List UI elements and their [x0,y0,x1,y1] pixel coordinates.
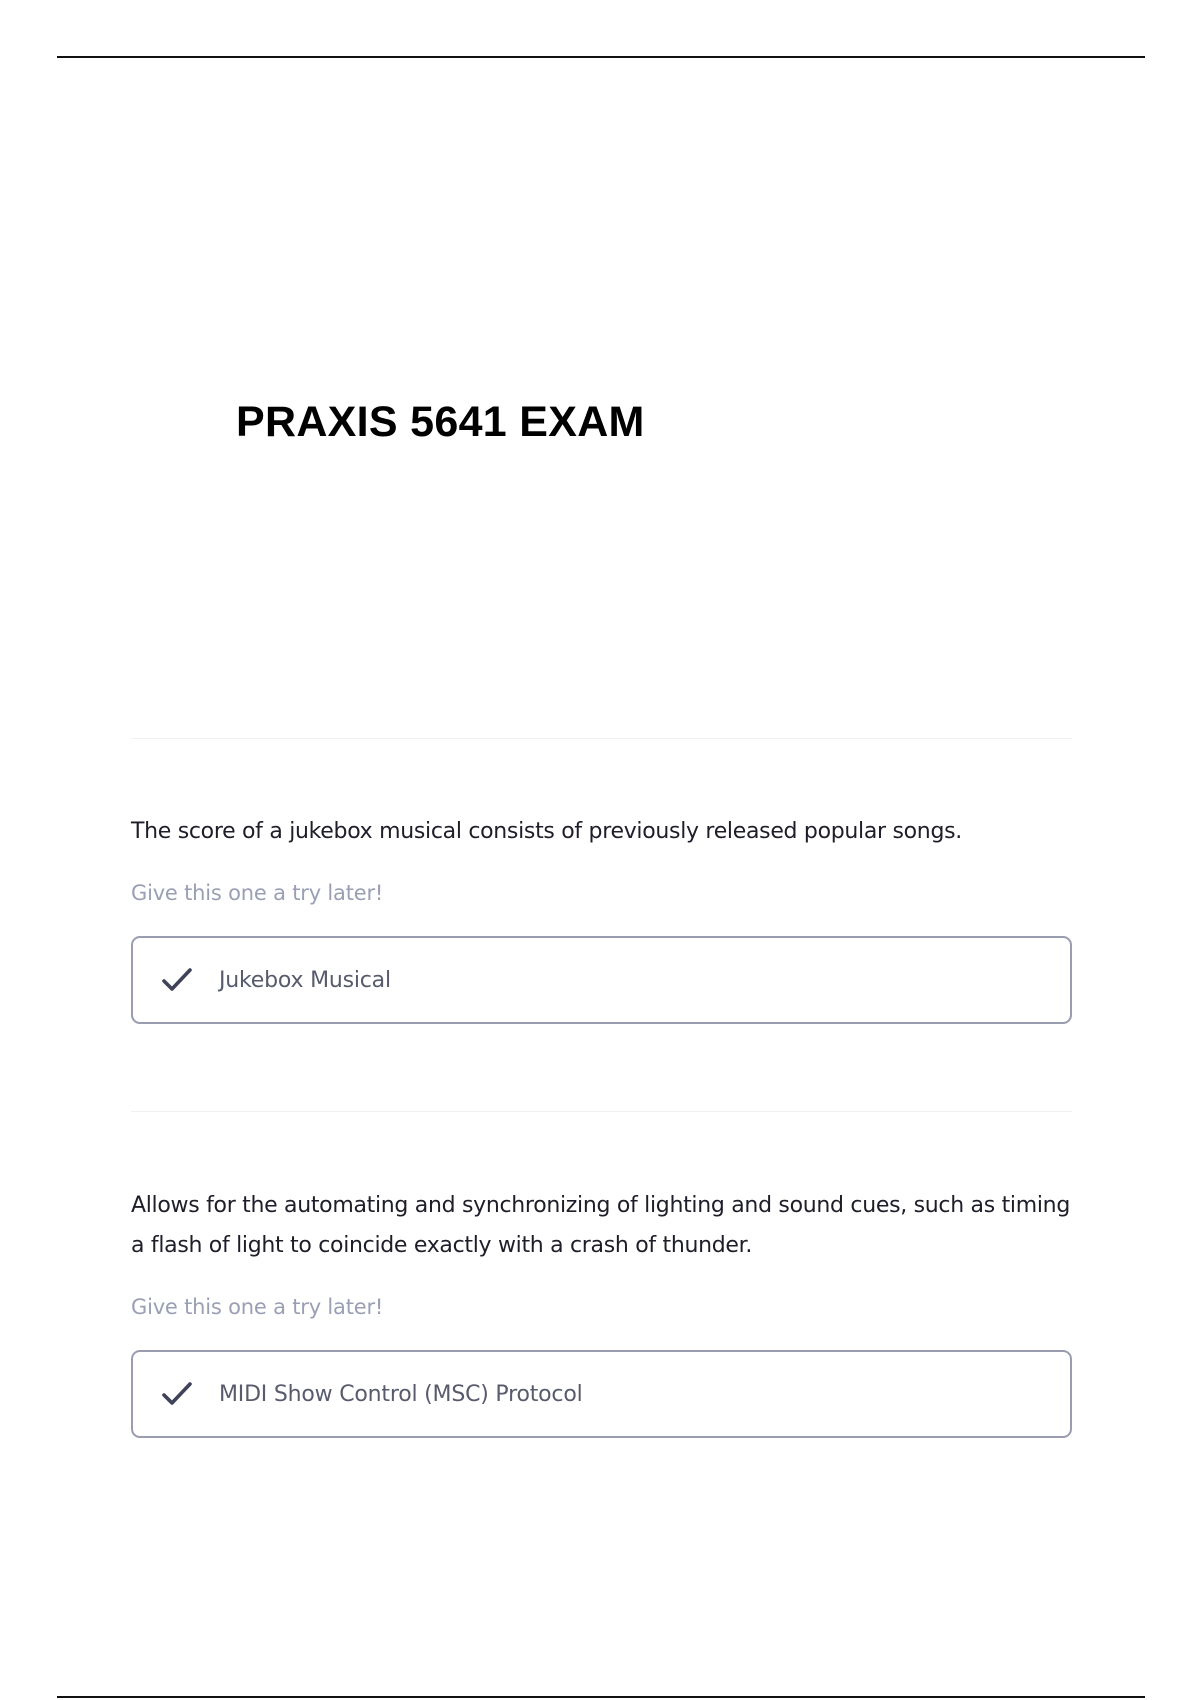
flashcard-1 [131,812,1072,1024]
answer-text: MIDI Show Control (MSC) Protocol [219,1381,583,1407]
check-icon [159,1379,195,1409]
question-text: The score of a jukebox musical consists of previously released popular songs. [131,819,962,844]
flashcard-2 [131,1186,1072,1438]
page-bottom-rule [57,1696,1145,1698]
try-later-hint[interactable]: Give this one a try later! [131,881,384,905]
try-later-hint[interactable]: Give this one a try later! [131,1295,384,1319]
question-text: Allows for the automating and synchronizing of lighting and sound cues, such as timing a flash of light to coincide exactly with a crash of thunder. [131,1193,1070,1258]
section-divider [131,1111,1072,1112]
answer-text: Jukebox Musical [219,967,391,993]
exam-title: PRAXIS 5641 EXAM [236,398,645,446]
page-top-rule [57,56,1145,58]
section-divider [131,738,1072,739]
answer-option[interactable] [131,1350,1072,1438]
check-icon [159,965,195,995]
answer-option[interactable] [131,936,1072,1024]
